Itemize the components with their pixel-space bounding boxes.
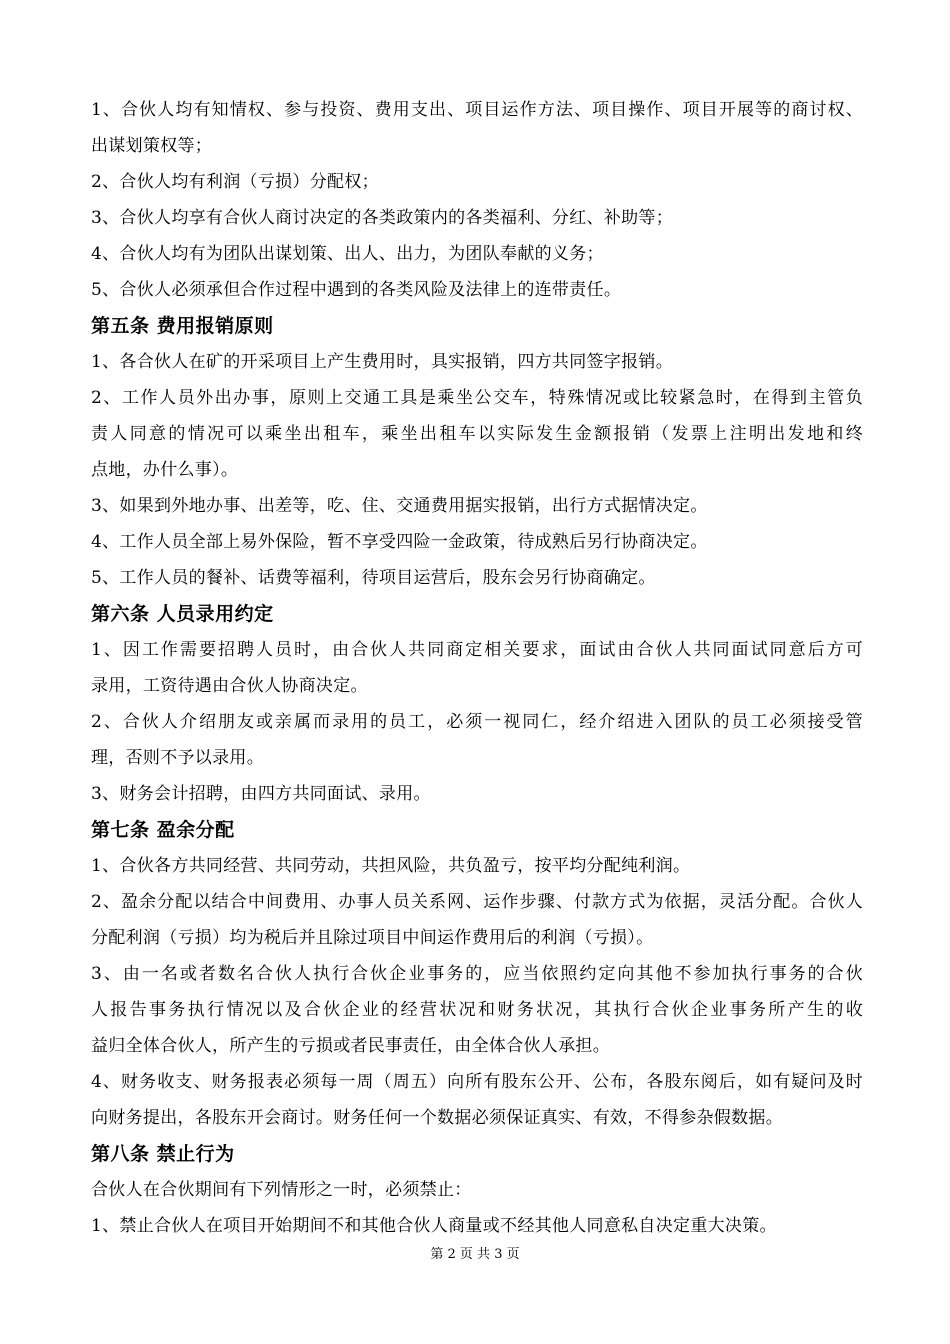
page-footer: 第 2 页 共 3 页	[430, 1247, 520, 1262]
paragraph-line: 1、各合伙人在矿的开采项目上产生费用时，具实报销，四方共同签字报销。	[91, 352, 674, 372]
paragraph-line: 向财务提出，各股东开会商讨。财务任何一个数据必须保证真实、有效，不得参杂假数据。	[91, 1108, 783, 1128]
paragraph-line: 人报告事务执行情况以及合伙企业的经营状况和财务状况，其执行合伙企业事务所产生的收	[91, 1000, 863, 1020]
paragraph-line: 出谋划策权等；	[91, 136, 213, 156]
paragraph-line: 4、工作人员全部上易外保险，暂不享受四险一金政策，待成熟后另行协商决定。	[91, 532, 708, 552]
paragraph-line: 责人同意的情况可以乘坐出租车，乘坐出租车以实际发生金额报销（发票上注明出发地和终	[91, 424, 863, 444]
paragraph-line: 4、合伙人均有为团队出谋划策、出人、出力，为团队奉献的义务；	[91, 244, 604, 264]
paragraph-line: 3、合伙人均享有合伙人商讨决定的各类政策内的各类福利、分红、补助等；	[91, 208, 674, 228]
paragraph-line: 分配利润（亏损）均为税后并且除过项目中间运作费用后的利润（亏损）。	[91, 928, 654, 948]
paragraph-line: 合伙人在合伙期间有下列情形之一时，必须禁止：	[91, 1180, 472, 1200]
section-heading: 第五条 费用报销原则	[91, 315, 274, 337]
paragraph-line: 1、合伙人均有知情权、参与投资、费用支出、项目运作方法、项目操作、项目开展等的商讨权、	[91, 100, 863, 120]
paragraph-line: 4、财务收支、财务报表必须每一周（周五）向所有股东公开、公布，各股东阅后，如有疑问及时	[91, 1072, 863, 1092]
paragraph-line: 1、因工作需要招聘人员时，由合伙人共同商定相关要求，面试由合伙人共同面试同意后方可	[91, 640, 863, 660]
paragraph-line: 2、盈余分配以结合中间费用、办事人员关系网、运作步骤、付款方式为依据，灵活分配。合伙人	[91, 892, 863, 912]
paragraph-line: 1、禁止合伙人在项目开始期间不和其他合伙人商量或不经其他人同意私自决定重大决策。	[91, 1216, 777, 1236]
paragraph-line: 理，否则不予以录用。	[91, 748, 264, 768]
paragraph-line: 2、工作人员外出办事，原则上交通工具是乘坐公交车，特殊情况或比较紧急时，在得到主管负	[91, 388, 863, 408]
paragraph-line: 2、合伙人均有利润（亏损）分配权；	[91, 172, 379, 192]
section-heading: 第七条 盈余分配	[91, 819, 235, 841]
paragraph-line: 1、合伙各方共同经营、共同劳动，共担风险，共负盈亏，按平均分配纯利润。	[91, 856, 691, 876]
section-heading: 第六条 人员录用约定	[91, 603, 274, 625]
section-heading: 第八条 禁止行为	[91, 1143, 235, 1165]
paragraph-line: 益归全体合伙人，所产生的亏损或者民事责任，由全体合伙人承担。	[91, 1036, 610, 1056]
paragraph-line: 点地，办什么事）。	[91, 460, 239, 480]
paragraph-line: 2、合伙人介绍朋友或亲属而录用的员工，必须一视同仁，经介绍进入团队的员工必须接受管	[91, 712, 863, 732]
paragraph-line: 5、工作人员的餐补、话费等福利，待项目运营后，股东会另行协商确定。	[91, 568, 656, 588]
paragraph-line: 3、由一名或者数名合伙人执行合伙企业事务的，应当依照约定向其他不参加执行事务的合伙	[91, 964, 863, 984]
paragraph-line: 3、如果到外地办事、出差等，吃、住、交通费用据实报销，出行方式据情决定。	[91, 496, 708, 516]
paragraph-line: 3、财务会计招聘，由四方共同面试、录用。	[91, 784, 431, 804]
paragraph-line: 录用，工资待遇由合伙人协商决定。	[91, 676, 368, 696]
paragraph-line: 5、合伙人必须承但合作过程中遇到的各类风险及法律上的连带责任。	[91, 280, 622, 300]
document-body	[91, 92, 863, 1244]
